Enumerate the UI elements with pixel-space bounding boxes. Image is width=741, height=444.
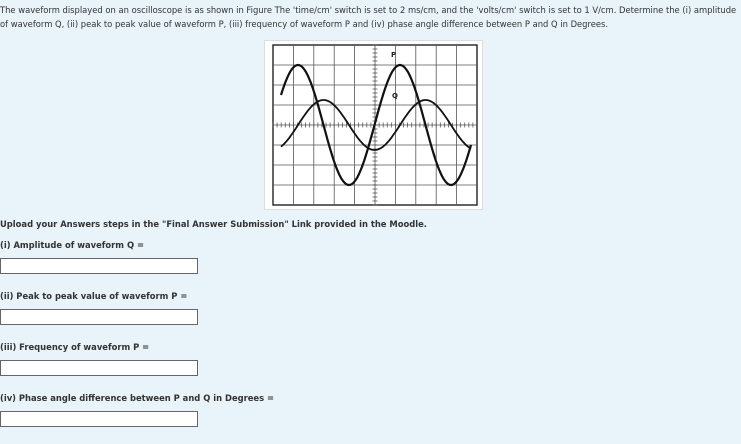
amplitude-q-input[interactable]: [0, 258, 198, 274]
answer-label-peak-to-peak-p: (ii) Peak to peak value of waveform P =: [0, 291, 188, 301]
question-text: The waveform displayed on an oscilloscope is as shown in Figure The 'time/cm' switch is set to 2 ms/cm, and the 'volts/cm' switch is set to 1 V/cm. Determine the (i) amplitude of waveform Q, (ii) peak to peak value of waveform P, (iii) frequency of waveform P and (iv) phase angle difference between P and Q in Degrees.: [0, 5, 737, 29]
phase-angle-input[interactable]: [0, 411, 198, 427]
answer-label-frequency-p: (iii) Frequency of waveform P =: [0, 342, 150, 352]
oscilloscope-figure: [264, 40, 483, 210]
answer-label-amplitude-q: (i) Amplitude of waveform Q =: [0, 240, 145, 250]
upload-instruction: Upload your Answers steps in the "Final Answer Submission" Link provided in the Moodle.: [0, 219, 427, 229]
waveform-q-label: Q: [392, 92, 398, 100]
waveform-p-label: P: [391, 51, 397, 59]
answer-label-phase-angle: (iv) Phase angle difference between P and Q in Degrees =: [0, 393, 275, 403]
peak-to-peak-p-input[interactable]: [0, 309, 198, 325]
frequency-p-input[interactable]: [0, 360, 198, 376]
oscilloscope-display: [265, 41, 484, 211]
